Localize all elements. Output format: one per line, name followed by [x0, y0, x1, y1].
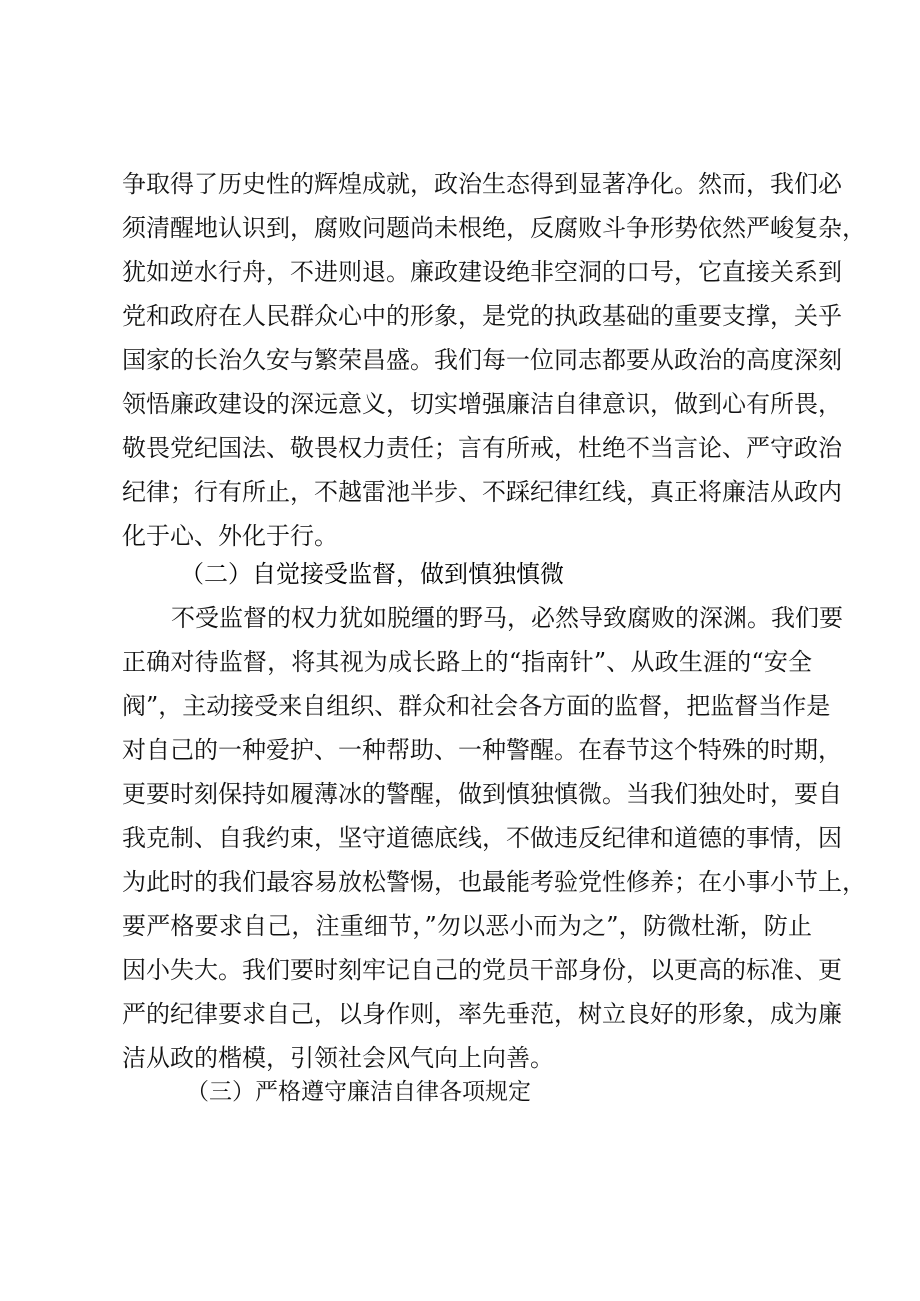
- paragraph-2-line-10: 严的纪律要求自己，以身作则，率先垂范，树立良好的形象，成为廉: [122, 1000, 842, 1028]
- paragraph-2-line-9: 因小失大。我们要时刻牢记自己的党员干部身份，以更高的标准、更: [122, 956, 842, 984]
- paragraph-1-line-4: 党和政府在人民群众心中的形象，是党的执政基础的重要支撑，关乎: [122, 302, 842, 330]
- paragraph-2-line-8: 要严格要求自己，注重细节，”勿以恶小而为之”，防微杜渐，防止: [122, 912, 812, 940]
- paragraph-1-line-2: 须清醒地认识到，腐败问题尚未根绝，反腐败斗争形势依然严峻复杂，: [122, 214, 866, 242]
- section-heading-2: （二）自觉接受监督，做到慎独慎微: [180, 560, 564, 588]
- paragraph-1-line-3: 犹如逆水行舟，不进则退。廉政建设绝非空洞的口号，它直接关系到: [122, 258, 842, 286]
- paragraph-2-line-2: 正确对待监督，将其视为成长路上的“指南针”、从政生涯的“安全: [122, 648, 812, 676]
- paragraph-1-line-7: 敬畏党纪国法、敬畏权力责任；言有所戒，杜绝不当言论、严守政治: [122, 434, 842, 462]
- paragraph-2-line-5: 更要时刻保持如履薄冰的警醒，做到慎独慎微。当我们独处时，要自: [122, 780, 842, 808]
- paragraph-1-line-9: 化于心、外化于行。: [122, 522, 338, 550]
- paragraph-1-line-6: 领悟廉政建设的深远意义，切实增强廉洁自律意识，做到心有所畏，: [122, 390, 842, 418]
- paragraph-1-line-1: 争取得了历史性的辉煌成就，政治生态得到显著净化。然而，我们必: [122, 170, 842, 198]
- paragraph-2-line-3: 阀”，主动接受来自组织、群众和社会各方面的监督，把监督当作是: [122, 692, 831, 720]
- paragraph-2-line-7: 为此时的我们最容易放松警惕，也最能考验党性修养；在小事小节上，: [122, 868, 866, 896]
- paragraph-2-line-6: 我克制、自我约束，坚守道德底线，不做违反纪律和道德的事情，因: [122, 824, 842, 852]
- paragraph-2-line-1: 不受监督的权力犹如脱缰的野马，必然导致腐败的深渊。我们要: [171, 604, 843, 632]
- section-heading-3: （三）严格遵守廉洁自律各项规定: [186, 1079, 531, 1105]
- paragraph-1-line-5: 国家的长治久安与繁荣昌盛。我们每一位同志都要从政治的高度深刻: [122, 346, 842, 374]
- paragraph-2-line-4: 对自己的一种爱护、一种帮助、一种警醒。在春节这个特殊的时期，: [122, 736, 842, 764]
- paragraph-2-line-11: 洁从政的楷模，引领社会风气向上向善。: [122, 1044, 554, 1072]
- paragraph-1-line-8: 纪律；行有所止，不越雷池半步、不踩纪律红线，真正将廉洁从政内: [122, 478, 842, 506]
